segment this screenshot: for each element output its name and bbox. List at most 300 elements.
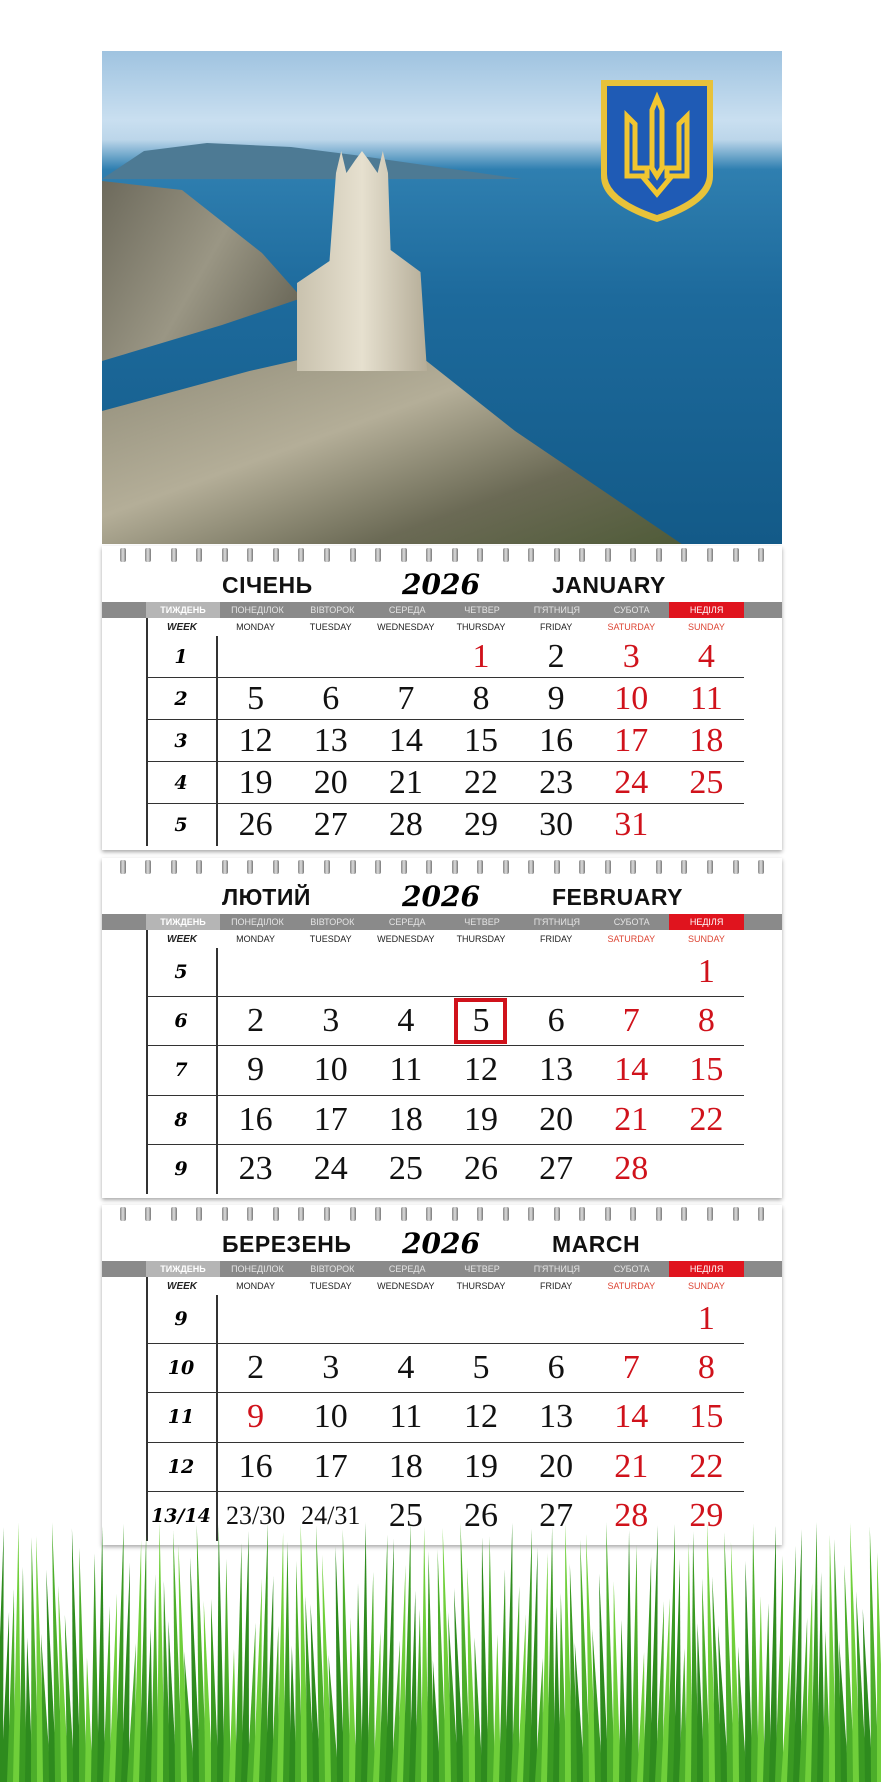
- weekday-en: SUNDAY: [687, 934, 725, 944]
- day-number: 6: [547, 1349, 565, 1387]
- day-number: 8: [697, 1349, 715, 1387]
- weekday-ua: СУБОТА: [613, 1264, 650, 1274]
- day-number: 12: [238, 721, 273, 759]
- weekday-en: SUNDAY: [687, 1281, 725, 1291]
- day-cell: [293, 678, 368, 719]
- spiral-ring: [426, 1207, 432, 1221]
- rock: [102, 351, 692, 544]
- day-cell: [368, 1295, 443, 1343]
- spiral-ring: [324, 860, 330, 874]
- weekday-ua: НЕДІЛЯ: [669, 914, 744, 930]
- spiral-ring: [605, 1207, 611, 1221]
- grass-blade: [505, 1522, 513, 1782]
- spiral-ring: [758, 1207, 764, 1221]
- spiral-binding: [102, 858, 782, 876]
- day-number: 6: [322, 679, 340, 717]
- week-number: 9: [146, 1295, 218, 1343]
- weekday-ua: ЧЕТВЕР: [464, 917, 500, 927]
- day-cell: [519, 1443, 594, 1491]
- day-cell: [293, 804, 368, 846]
- weekday-ua: СЕРЕДА: [388, 605, 426, 615]
- month-name-ua: СІЧЕНЬ: [222, 572, 313, 598]
- spiral-ring: [503, 548, 509, 562]
- spiral-ring: [452, 548, 458, 562]
- ukraine-coat-of-arms-icon: [597, 76, 717, 226]
- spiral-ring: [375, 1207, 381, 1221]
- week-number: 13/14: [146, 1492, 218, 1541]
- day-number: 10: [313, 1398, 348, 1436]
- spiral-ring: [426, 548, 432, 562]
- month-title: [102, 1223, 782, 1261]
- spiral-ring: [247, 860, 253, 874]
- calendar-photo-swallows-nest: [102, 51, 782, 544]
- grass-blade: [97, 1526, 105, 1782]
- day-number: 11: [389, 1051, 423, 1089]
- day-cell: [594, 762, 669, 803]
- day-cell: [368, 720, 443, 761]
- day-number: 22: [689, 1100, 724, 1138]
- day-cell: [368, 997, 443, 1045]
- spiral-ring: [681, 548, 687, 562]
- day-cell: [218, 720, 293, 761]
- grass-blade: [625, 1530, 633, 1782]
- weekday-ua: СУБОТА: [613, 605, 650, 615]
- week-number: 5: [146, 804, 218, 846]
- spiral-ring: [452, 1207, 458, 1221]
- day-number: 3: [622, 637, 640, 675]
- day-cell: [519, 1295, 594, 1343]
- day-number: 24/31: [301, 1501, 361, 1531]
- spiral-ring: [120, 1207, 126, 1221]
- weekday-en: MONDAY: [236, 622, 275, 632]
- day-number: 5: [454, 998, 507, 1044]
- spiral-ring: [554, 548, 560, 562]
- day-cell: [293, 762, 368, 803]
- day-cell: [218, 1344, 293, 1392]
- spiral-ring: [477, 548, 483, 562]
- day-cell: [368, 762, 443, 803]
- spiral-ring: [503, 860, 509, 874]
- days-grid: [146, 618, 744, 846]
- spiral-ring: [528, 548, 534, 562]
- day-number: 13: [313, 721, 348, 759]
- day-cell: [519, 636, 594, 677]
- weekday-en-row: [148, 930, 744, 948]
- day-cell: [368, 1145, 443, 1194]
- spiral-ring: [733, 1207, 739, 1221]
- day-number: 19: [463, 1100, 498, 1138]
- day-cell: [594, 678, 669, 719]
- spiral-ring: [605, 860, 611, 874]
- day-number: 20: [539, 1447, 574, 1485]
- week-number: 5: [146, 948, 218, 996]
- weekday-en: FRIDAY: [539, 622, 573, 632]
- weekday-en: FRIDAY: [539, 1281, 573, 1291]
- spiral-ring: [375, 548, 381, 562]
- day-number: 23: [539, 763, 574, 801]
- day-cell: [669, 1096, 744, 1144]
- grass-blade: [103, 1606, 111, 1782]
- week-label-en: WEEK: [167, 933, 197, 945]
- week-row: [148, 678, 744, 720]
- month-page-january: [102, 546, 782, 850]
- day-cell: [594, 1393, 669, 1441]
- day-number: 1: [697, 953, 715, 991]
- day-cell: [218, 1443, 293, 1491]
- day-number: 21: [388, 763, 423, 801]
- day-number: 14: [388, 721, 423, 759]
- day-cell: [594, 1295, 669, 1343]
- spiral-ring: [196, 860, 202, 874]
- spiral-ring: [656, 860, 662, 874]
- day-number: 24: [313, 1150, 348, 1188]
- day-cell: [443, 762, 518, 803]
- spiral-ring: [401, 548, 407, 562]
- grass-blade: [223, 1559, 231, 1782]
- day-cell: [443, 997, 518, 1045]
- day-cell: [594, 636, 669, 677]
- week-row: [148, 1443, 744, 1492]
- day-cell: [669, 1393, 744, 1441]
- weekday-en: THURSDAY: [456, 622, 506, 632]
- day-number: 31: [614, 806, 649, 843]
- week-number: 2: [146, 678, 218, 719]
- week-row: [148, 1096, 744, 1145]
- day-number: 17: [313, 1100, 348, 1138]
- week-number: 4: [146, 762, 218, 803]
- weekday-header-bar: [102, 602, 782, 618]
- spiral-ring: [656, 1207, 662, 1221]
- spiral-ring: [707, 1207, 713, 1221]
- day-cell: [669, 997, 744, 1045]
- spiral-ring: [145, 548, 151, 562]
- day-number: 10: [614, 679, 649, 717]
- day-number: 13: [539, 1051, 574, 1089]
- day-number: 27: [313, 806, 348, 843]
- spiral-ring: [503, 1207, 509, 1221]
- day-number: 30: [539, 806, 574, 843]
- grass-blade: [499, 1569, 507, 1782]
- weekday-ua: ВІВТОРОК: [310, 605, 355, 615]
- days-grid: [146, 930, 744, 1194]
- day-cell: [293, 948, 368, 996]
- weekday-en: SUNDAY: [687, 622, 725, 632]
- month-name-en: JANUARY: [552, 572, 666, 598]
- spiral-ring: [733, 860, 739, 874]
- weekday-ua: СУБОТА: [613, 917, 650, 927]
- day-number: 9: [247, 1051, 265, 1089]
- spiral-ring: [733, 548, 739, 562]
- day-cell: [293, 1443, 368, 1491]
- day-number: 16: [539, 721, 574, 759]
- day-cell: [218, 1295, 293, 1343]
- day-cell: [519, 804, 594, 846]
- month-name-ua: ЛЮТИЙ: [222, 884, 311, 910]
- week-row: [148, 948, 744, 997]
- spiral-ring: [273, 1207, 279, 1221]
- day-cell: [669, 1145, 744, 1194]
- month-title: [102, 564, 782, 602]
- day-cell: [368, 1344, 443, 1392]
- week-number: 12: [146, 1443, 218, 1491]
- day-cell: [218, 1096, 293, 1144]
- day-number: 5: [247, 679, 265, 717]
- week-label-ua: ТИЖДЕНЬ: [146, 602, 220, 618]
- day-cell: [443, 720, 518, 761]
- day-cell: [519, 1046, 594, 1094]
- day-cell: [218, 948, 293, 996]
- day-cell: [293, 1096, 368, 1144]
- day-number: 17: [313, 1447, 348, 1485]
- weekday-en: SATURDAY: [607, 934, 656, 944]
- day-cell: [519, 720, 594, 761]
- day-cell: [594, 1145, 669, 1194]
- spiral-ring: [452, 860, 458, 874]
- day-cell: [519, 1344, 594, 1392]
- day-cell: [669, 636, 744, 677]
- weekday-ua: П'ЯТНИЦЯ: [533, 605, 581, 615]
- spiral-ring: [656, 548, 662, 562]
- grass-blade: [877, 1552, 881, 1782]
- day-number: 29: [463, 806, 498, 843]
- day-cell: [293, 1295, 368, 1343]
- spiral-ring: [758, 860, 764, 874]
- day-number: 8: [472, 679, 490, 717]
- day-number: 5: [472, 1349, 490, 1387]
- grass-blade: [487, 1536, 495, 1782]
- day-cell: [368, 1443, 443, 1491]
- day-cell: [368, 1046, 443, 1094]
- weekday-en: TUESDAY: [309, 622, 352, 632]
- day-cell: [669, 678, 744, 719]
- weekday-ua: СЕРЕДА: [388, 917, 426, 927]
- day-cell: [368, 636, 443, 677]
- spiral-ring: [579, 548, 585, 562]
- day-cell: [519, 762, 594, 803]
- year: 2026: [402, 1227, 480, 1260]
- day-number: 9: [547, 679, 565, 717]
- day-number: 2: [247, 1349, 265, 1387]
- spiral-ring: [758, 548, 764, 562]
- weekday-en: WEDNESDAY: [377, 622, 435, 632]
- month-name-en: MARCH: [552, 1231, 641, 1257]
- day-number: 3: [322, 1349, 340, 1387]
- day-number: 26: [463, 1497, 498, 1535]
- weekday-ua: П'ЯТНИЦЯ: [533, 1264, 581, 1274]
- day-cell: [669, 720, 744, 761]
- year: 2026: [402, 880, 480, 913]
- grass-blade: [235, 1543, 243, 1782]
- mountains: [102, 139, 522, 179]
- spiral-ring: [477, 1207, 483, 1221]
- weekday-ua: СЕРЕДА: [388, 1264, 426, 1274]
- day-number: 12: [463, 1051, 498, 1089]
- grass-blade: [631, 1545, 639, 1782]
- week-label-ua: ТИЖДЕНЬ: [146, 914, 220, 930]
- week-row: [148, 1046, 744, 1095]
- week-row: [148, 804, 744, 846]
- cliff: [102, 181, 302, 361]
- day-cell: [443, 948, 518, 996]
- day-number: 22: [463, 763, 498, 801]
- spiral-ring: [350, 1207, 356, 1221]
- day-number: 2: [247, 1002, 265, 1040]
- day-number: 11: [389, 1398, 423, 1436]
- day-cell: [594, 1443, 669, 1491]
- week-row: [148, 1145, 744, 1194]
- weekday-ua: ЧЕТВЕР: [464, 1264, 500, 1274]
- days-grid: [146, 1277, 744, 1541]
- castle: [297, 151, 427, 371]
- day-number: 12: [463, 1398, 498, 1436]
- weekday-en: FRIDAY: [539, 934, 573, 944]
- spiral-ring: [401, 860, 407, 874]
- spiral-ring: [707, 860, 713, 874]
- day-cell: [594, 948, 669, 996]
- weekday-ua: ВІВТОРОК: [310, 1264, 355, 1274]
- spiral-ring: [707, 548, 713, 562]
- day-number: 17: [614, 721, 649, 759]
- week-row: [148, 1393, 744, 1442]
- weekday-ua: НЕДІЛЯ: [669, 602, 744, 618]
- week-label-ua: ТИЖДЕНЬ: [146, 1261, 220, 1277]
- day-number: 28: [614, 1150, 649, 1188]
- day-number: 1: [472, 637, 490, 675]
- day-number: 14: [614, 1051, 649, 1089]
- day-number: 6: [547, 1002, 565, 1040]
- day-cell: [368, 1096, 443, 1144]
- week-row: [148, 1344, 744, 1393]
- day-cell: [519, 948, 594, 996]
- day-cell: [218, 1145, 293, 1194]
- day-cell: [218, 636, 293, 677]
- week-label-en: WEEK: [167, 621, 197, 633]
- day-cell: [368, 948, 443, 996]
- day-number: 28: [614, 1497, 649, 1535]
- spiral-ring: [350, 548, 356, 562]
- day-number: 4: [397, 1002, 415, 1040]
- year: 2026: [402, 568, 480, 601]
- spiral-ring: [477, 860, 483, 874]
- spiral-binding: [102, 546, 782, 564]
- spiral-ring: [554, 1207, 560, 1221]
- weekday-ua: ВІВТОРОК: [310, 917, 355, 927]
- day-cell: [218, 1046, 293, 1094]
- day-cell: [669, 948, 744, 996]
- day-cell: [293, 1145, 368, 1194]
- weekday-ua: ПОНЕДІЛОК: [231, 605, 284, 615]
- day-cell: [594, 1046, 669, 1094]
- weekday-en: MONDAY: [236, 934, 275, 944]
- weekday-en: WEDNESDAY: [377, 1281, 435, 1291]
- day-number: 26: [238, 806, 273, 843]
- day-number: 7: [622, 1349, 640, 1387]
- spiral-ring: [298, 1207, 304, 1221]
- day-cell: [594, 1344, 669, 1392]
- day-number: 25: [388, 1497, 423, 1535]
- day-number: 25: [689, 763, 724, 801]
- spiral-ring: [171, 1207, 177, 1221]
- spiral-ring: [196, 1207, 202, 1221]
- day-cell: [594, 1096, 669, 1144]
- day-cell: [594, 720, 669, 761]
- spiral-ring: [222, 1207, 228, 1221]
- day-number: 4: [397, 1349, 415, 1387]
- day-number: 15: [689, 1398, 724, 1436]
- day-number: 1: [697, 1300, 715, 1338]
- day-cell: [669, 1344, 744, 1392]
- grass-decoration: [0, 1520, 881, 1782]
- spiral-ring: [375, 860, 381, 874]
- month-page-march: [102, 1205, 782, 1545]
- weekday-ua: ПОНЕДІЛОК: [231, 917, 284, 927]
- spiral-ring: [145, 860, 151, 874]
- spiral-ring: [579, 860, 585, 874]
- weekday-en: MONDAY: [236, 1281, 275, 1291]
- day-number: 15: [463, 721, 498, 759]
- spiral-ring: [681, 860, 687, 874]
- weekday-en: SATURDAY: [607, 1281, 656, 1291]
- spiral-ring: [554, 860, 560, 874]
- day-number: 4: [697, 637, 715, 675]
- day-number: 7: [622, 1002, 640, 1040]
- spiral-ring: [120, 548, 126, 562]
- day-number: 26: [463, 1150, 498, 1188]
- day-number: 18: [388, 1100, 423, 1138]
- day-number: 24: [614, 763, 649, 801]
- day-cell: [594, 997, 669, 1045]
- weekday-en-row: [148, 618, 744, 636]
- day-cell: [293, 1046, 368, 1094]
- day-number: 15: [689, 1051, 724, 1089]
- weekday-header-bar: [102, 1261, 782, 1277]
- spiral-binding: [102, 1205, 782, 1223]
- day-cell: [443, 678, 518, 719]
- weekday-en: TUESDAY: [309, 934, 352, 944]
- weekday-ua: ПОНЕДІЛОК: [231, 1264, 284, 1274]
- day-number: 20: [313, 763, 348, 801]
- day-cell: [443, 1295, 518, 1343]
- day-number: 20: [539, 1100, 574, 1138]
- spiral-ring: [630, 1207, 636, 1221]
- spiral-ring: [145, 1207, 151, 1221]
- spiral-ring: [324, 1207, 330, 1221]
- day-number: 7: [397, 679, 415, 717]
- spiral-ring: [273, 860, 279, 874]
- month-page-february: [102, 858, 782, 1198]
- day-number: 16: [238, 1100, 273, 1138]
- month-name-ua: БЕРЕЗЕНЬ: [222, 1231, 352, 1257]
- week-number: 6: [146, 997, 218, 1045]
- day-number: 11: [690, 679, 723, 717]
- day-number: 29: [689, 1497, 724, 1535]
- weekday-ua: ЧЕТВЕР: [464, 605, 500, 615]
- day-cell: [218, 678, 293, 719]
- day-cell: [293, 720, 368, 761]
- week-row: [148, 720, 744, 762]
- spiral-ring: [247, 548, 253, 562]
- month-title: [102, 876, 782, 914]
- day-cell: [293, 636, 368, 677]
- day-number: 13: [539, 1398, 574, 1436]
- weekday-ua: П'ЯТНИЦЯ: [533, 917, 581, 927]
- day-cell: [218, 1393, 293, 1441]
- day-cell: [519, 1096, 594, 1144]
- weekday-en: WEDNESDAY: [377, 934, 435, 944]
- day-cell: [443, 1145, 518, 1194]
- day-cell: [443, 1393, 518, 1441]
- day-cell: [293, 997, 368, 1045]
